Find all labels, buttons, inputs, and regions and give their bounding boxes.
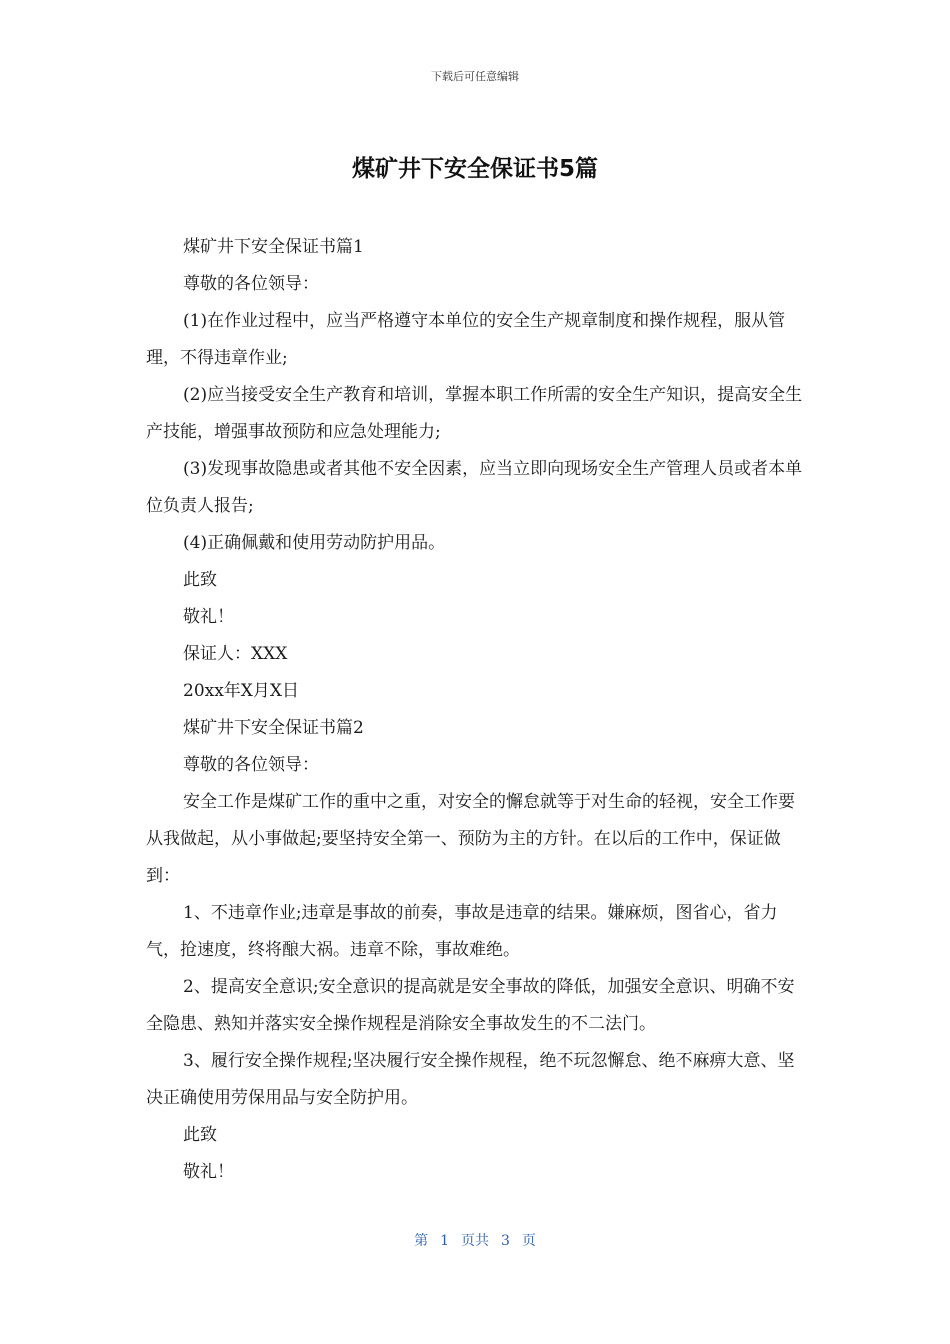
closing-regards: 敬礼！ bbox=[183, 1162, 234, 1182]
document-title: 煤矿井下安全保证书5篇 bbox=[351, 156, 598, 182]
section-heading-1: 煤矿井下安全保证书篇1 bbox=[183, 237, 364, 257]
paragraph: (3)发现事故隐患或者其他不安全因素，应当立即向现场安全生产管理人员或者本单位负责人报告; bbox=[146, 459, 803, 516]
footer-suffix: 页 bbox=[521, 1233, 536, 1249]
guarantor: 保证人：XXX bbox=[183, 644, 288, 664]
paragraph: 1、不违章作业;违章是事故的前奏，事故是违章的结果。嫌麻烦，图省心，省力气，抢速度，终将酿大祸。违章不除，事故难绝。 bbox=[146, 903, 778, 960]
paragraph: (1)在作业过程中，应当严格遵守本单位的安全生产规章制度和操作规程，服从管理，不得违章作业; bbox=[146, 311, 786, 368]
footer-total-pages: 3 bbox=[501, 1233, 510, 1249]
footer-prefix: 第 bbox=[414, 1233, 429, 1249]
footer-middle: 页共 bbox=[461, 1233, 489, 1249]
closing-regards: 敬礼！ bbox=[183, 607, 234, 627]
salutation: 尊敬的各位领导： bbox=[183, 274, 319, 294]
page-footer bbox=[0, 1230, 950, 1250]
section-heading-2: 煤矿井下安全保证书篇2 bbox=[183, 718, 364, 738]
closing: 此致 bbox=[183, 1125, 217, 1145]
paragraph: 安全工作是煤矿工作的重中之重，对安全的懈怠就等于对生命的轻视，安全工作要从我做起，从小事做起;要坚持安全第一、预防为主的方针。在以后的工作中，保证做到： bbox=[146, 792, 795, 886]
paragraph: 2、提高安全意识;安全意识的提高就是安全事故的降低，加强安全意识、明确不安全隐患、熟知并落实安全操作规程是消除安全事故发生的不二法门。 bbox=[146, 977, 795, 1034]
paragraph: (4)正确佩戴和使用劳动防护用品。 bbox=[183, 533, 446, 553]
paragraph: (2)应当接受安全生产教育和培训，掌握本职工作所需的安全生产知识，提高安全生产技能，增强事故预防和应急处理能力; bbox=[146, 385, 803, 442]
footer-page-number: 1 bbox=[440, 1233, 449, 1249]
date: 20xx年X月X日 bbox=[183, 681, 300, 701]
salutation: 尊敬的各位领导： bbox=[183, 755, 319, 775]
paragraph: 3、履行安全操作规程;坚决履行安全操作规程，绝不玩忽懈怠、绝不麻痹大意、坚决正确使用劳保用品与安全防护用。 bbox=[146, 1051, 795, 1108]
closing: 此致 bbox=[183, 570, 217, 590]
header-note: 下载后可任意编辑 bbox=[431, 70, 519, 83]
document-body bbox=[146, 229, 808, 1191]
